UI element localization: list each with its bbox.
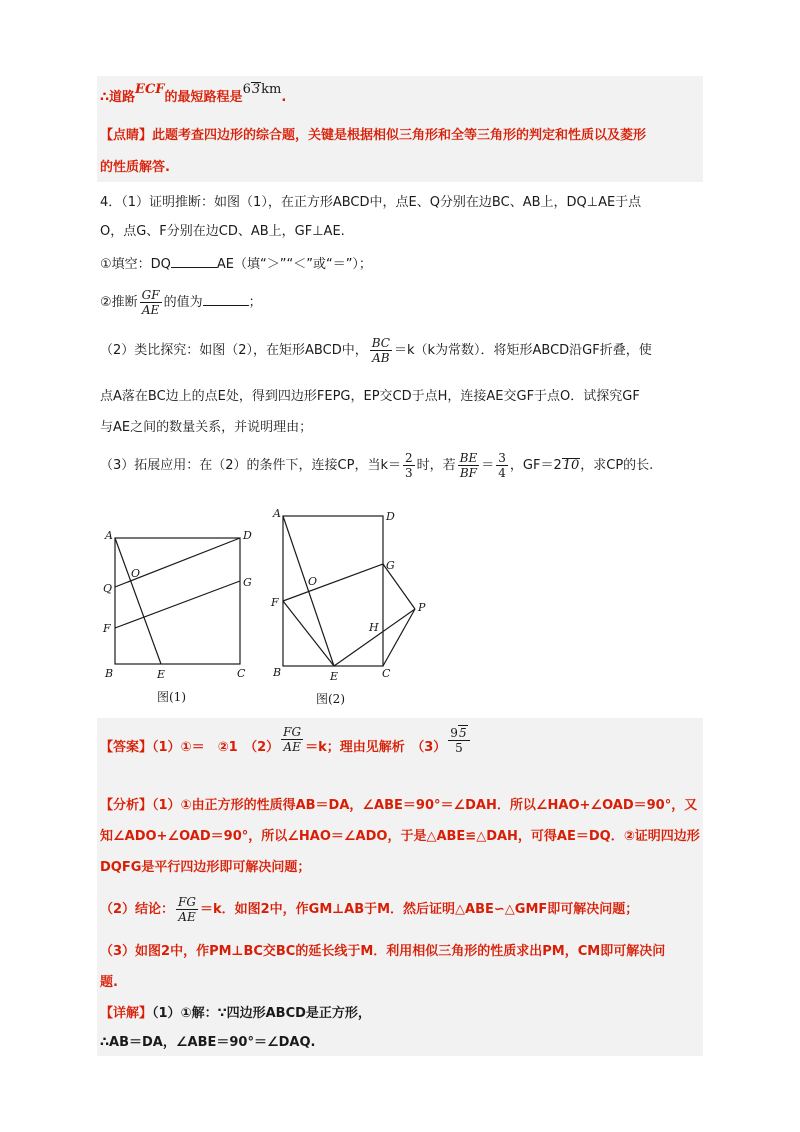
problem-part3-line: （3）拓展应用：在（2）的条件下，连接CP，当k＝ $\frac{2}{3}$ 时，若 $\frac{BE}{BF}$ ＝ $\frac{3}{4}$ ，GF＝210，求CP的长. bbox=[100, 451, 654, 480]
blank-2 bbox=[203, 291, 249, 306]
label-F: F bbox=[271, 596, 279, 609]
segment-ep bbox=[334, 609, 415, 666]
problem-line-2: O，点G、F分别在边CD、AB上，GF⊥AE. bbox=[100, 224, 345, 239]
label-O: O bbox=[308, 575, 318, 588]
comment-line-1: 【点睛】此题考查四边形的综合题，关键是根据相似三角形和全等三角形的判定和性质以及菱形 bbox=[100, 128, 647, 143]
detail-line-2: ∴AB＝DA，∠ABE＝90°＝∠DAQ. bbox=[100, 1035, 316, 1050]
square-abcd bbox=[115, 538, 240, 664]
label-C: C bbox=[237, 667, 246, 680]
label-B: B bbox=[273, 666, 282, 679]
analysis-fraction-fg-ae: $\frac{FG}{AE}$ bbox=[178, 895, 196, 924]
blank-1 bbox=[171, 253, 217, 268]
label-E: E bbox=[330, 670, 339, 683]
label-G: G bbox=[243, 576, 252, 589]
figure-1-caption: 图(1) bbox=[157, 690, 186, 704]
label-E: E bbox=[157, 668, 166, 681]
label-A: A bbox=[105, 529, 113, 542]
fraction-be-bf: $\frac{BE}{BF}$ bbox=[459, 451, 478, 480]
answer-fraction-fg-ae: $\frac{FG}{AE}$ bbox=[283, 725, 302, 754]
segment-fg bbox=[283, 564, 383, 601]
answer-line: 【答案】（1）①＝ ②1 （2） $\frac{FG}{AE}$ ＝k；理由见解析 （3） $\frac{95}{5}$ bbox=[100, 728, 472, 768]
label-P: P bbox=[418, 601, 426, 614]
segment-fe bbox=[283, 601, 334, 666]
analysis-line-3: DQFG是平行四边形即可解决问题； bbox=[100, 860, 311, 875]
conclusion-line: ∴道路ECF的最短路程是63km. bbox=[100, 82, 287, 105]
analysis-part3-line-1: （3）如图2中，作PM⊥BC交BC的延长线于M．利用相似三角形的性质求出PM，CM即可解决问 bbox=[100, 944, 666, 959]
problem-part2-line-3: 与AE之间的数量关系，并说明理由； bbox=[100, 420, 313, 435]
problem-part2-line-2: 点A落在BC边上的点E处，得到四边形FEPG，EP交CD于点H，连接AE交GF于点O．试探究GF bbox=[100, 389, 640, 404]
label-D: D bbox=[243, 529, 252, 542]
problem-part2-line-1: （2）类比探究：如图（2），在矩形ABCD中， $\frac{BC}{AB}$ ＝k（k为常数）．将矩形ABCD沿GF折叠，使 bbox=[100, 336, 652, 365]
analysis-line-1: 【分析】（1）①由正方形的性质得AB＝DA，∠ABE＝90°＝∠DAH．所以∠HAO+∠OAD＝90°，又 bbox=[100, 798, 698, 813]
segment-ae bbox=[115, 538, 161, 664]
analysis-conclusion-2: （2）结论： $\frac{FG}{AE}$ ＝k．如图2中，作GM⊥AB于M．然后证明△ABE∽△GMF即可解决问题； bbox=[100, 895, 639, 924]
rectangle-abcd bbox=[283, 516, 383, 666]
problem-infer-line: ②推断 $\frac{GF}{AE}$ 的值为 ； bbox=[100, 288, 262, 317]
label-G: G bbox=[386, 559, 395, 572]
label-B: B bbox=[105, 667, 114, 680]
label-H: H bbox=[369, 621, 379, 634]
analysis-part3-line-2: 题. bbox=[100, 975, 118, 990]
fraction-3-4: $\frac{3}{4}$ bbox=[498, 451, 506, 480]
label-F: F bbox=[103, 622, 111, 635]
problem-fill-line: ①填空：DQ AE（填“＞”“＜”或“＝”）； bbox=[100, 253, 372, 275]
label-C: C bbox=[382, 667, 391, 680]
fraction-k: $\frac{2}{3}$ bbox=[405, 451, 413, 480]
answer-value: $\frac{95}{5}$ bbox=[448, 725, 469, 755]
comment-line-2: 的性质解答. bbox=[100, 160, 170, 175]
figure-2 bbox=[268, 503, 433, 713]
figure-2-caption: 图(2) bbox=[316, 692, 345, 706]
detail-line-1: 【详解】（1）①解：∵四边形ABCD是正方形， bbox=[100, 1006, 371, 1021]
figure-1 bbox=[95, 515, 270, 715]
label-A: A bbox=[273, 507, 281, 520]
fraction-gf-ae: $\frac{GF}{AE}$ bbox=[141, 288, 160, 317]
analysis-line-2: 知∠ADO+∠OAD＝90°，所以∠HAO＝∠ADO，于是△ABE≌△DAH，可得AE＝DQ．②证明四边形 bbox=[100, 829, 700, 844]
label-Q: Q bbox=[103, 582, 113, 595]
label-D: D bbox=[386, 510, 395, 523]
segment-cp bbox=[383, 609, 415, 666]
fraction-bc-ab: $\frac{BC}{AB}$ bbox=[371, 336, 390, 365]
problem-line-1: 4．（1）证明推断：如图（1），在正方形ABCD中，点E、Q分别在边BC、AB上，DQ⊥AE于点 bbox=[100, 195, 642, 210]
label-O: O bbox=[131, 567, 141, 580]
